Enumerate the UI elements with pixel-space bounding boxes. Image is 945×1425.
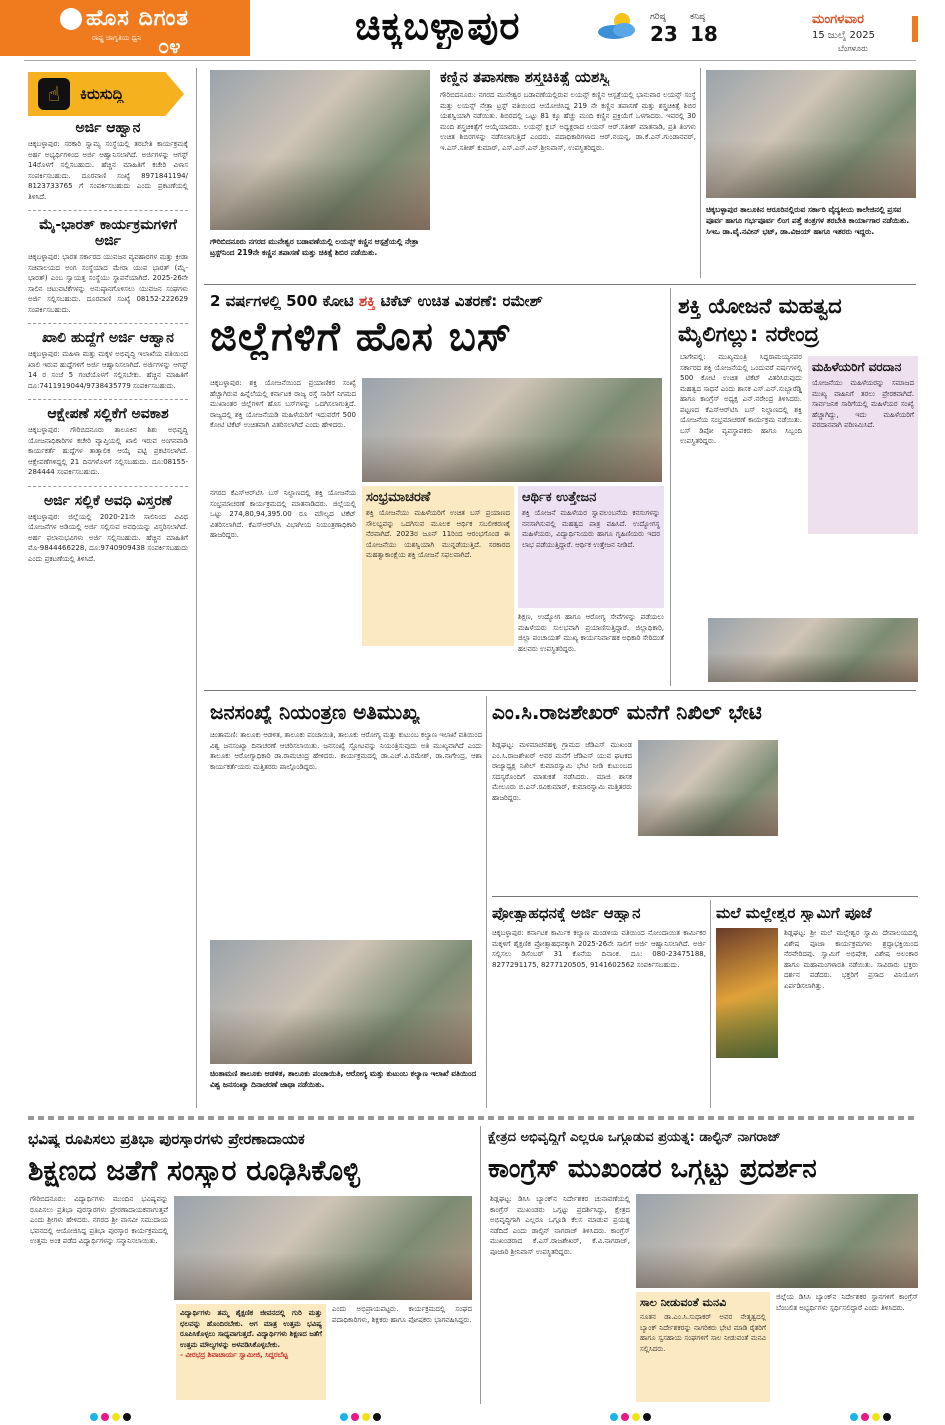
talent-body: ಗೌರಿಬಿದನೂರು: ವಿದ್ಯಾರ್ಥಿಗಳು ಮುಂದಿನ ಭವಿಷ್ಯವನ್ನು ರೂಪಿಸಲು ಪ್ರತಿಭಾ ಪುರಸ್ಕಾರಗಳು ಪ್ರೇರಣಾದಾಯಕವಾಗುತ್ತವೆ ಎಂದು ಶ್ರೀಗಳು ಹೇಳಿದರು. ನಗರದ ಶ್ರೀ ವಾಸವೀ ಸಮುದಾಯ ಭವನದಲ್ಲಿ ಆಯೋಜಿಸಿದ್ದ ಪ್ರತಿಭಾ ಪುರಸ್ಕಾರ ಕಾರ್ಯಕ್ರಮದಲ್ಲಿ ಉತ್ತಮ ಅಂಕ ಪಡೆದ ವಿದ್ಯಾರ್ಥಿಗಳನ್ನು ಸನ್ಮಾನಿಸಲಾಯಿತು. <box>30 1195 168 1245</box>
scholarship-body: ಚಿಕ್ಕಬಳ್ಳಾಪುರ: ಕರ್ನಾಟಕ ಕಾರ್ಮಿಕ ಕಲ್ಯಾಣ ಮಂಡಳಿಯ ವತಿಯಿಂದ ನೋಂದಾಯಿತ ಕಾರ್ಮಿಕರ ಮಕ್ಕಳಿಗೆ ಶೈಕ್ಷಣಿಕ ಪ್ರೋತ್ಸಾಹಧನಕ್ಕಾಗಿ 2025-26ನೇ ಸಾಲಿಗೆ ಅರ್ಜಿ ಆಹ್ವಾನಿಸಲಾಗಿದೆ. ಅರ್ಜಿ ಸಲ್ಲಿಸಲು ಡಿಸೆಂಬರ್ 31 ಕೊನೆಯ ದಿನಾಂಕ. ದೂ: 080-23475188, 8277291175, 8277120505, 9141602562 ಸಂಪರ್ಕಿಸಬಹುದು. <box>492 929 706 969</box>
brief-title: ಆಕ್ಷೇಪಣೆ ಸಲ್ಲಿಕೆಗೆ ಅವಕಾಶ <box>47 406 169 422</box>
lead-body-3: ಶಿಕ್ಷಣ, ಉದ್ಯೋಗ ಹಾಗೂ ಆರೋಗ್ಯ ಸೇವೆಗಳನ್ನು ಪಡೆಯಲು ಮಹಿಳೆಯರು ಸುಲಭವಾಗಿ ಪ್ರಯಾಣಿಸುತ್ತಿದ್ದಾರೆ. ಜಿಲ್ಲಾಧಿಕಾರಿ, ಜಿಲ್ಲಾ ಪಂಚಾಯತ್ ಮುಖ್ಯ ಕಾರ್ಯನಿರ್ವಾಹಕ ಅಧಿಕಾರಿ ಸೇರಿದಂತೆ ಹಲವರು ಉಪಸ್ಥಿತರಿದ್ದರು. <box>518 613 664 653</box>
women-boon-box <box>808 356 918 534</box>
brief-body: ಚಿಕ್ಕಬಳ್ಳಾಪುರ: ಸರಕಾರಿ ಸ್ವಾಮ್ಯ ಸಂಸ್ಥೆಯಲ್ಲಿ ತರಬೇತಿ ಕಾರ್ಯಕ್ರಮಕ್ಕೆ ಅರ್ಹ ಅಭ್ಯರ್ಥಿಗಳಿಂದ ಅರ್ಜಿ ಆಹ್ವಾನಿಸಲಾಗಿದೆ. ಅರ್ಜಿಗಳನ್ನು ಆಗಸ್ಟ್ 14ರೊಳಗೆ ಸಲ್ಲಿಸಬಹುದು. ಹೆಚ್ಚಿನ ಮಾಹಿತಿಗೆ ಕಚೇರಿ ವಿಳಾಸ ಸಂಪರ್ಕಿಸಬಹುದು. ದೂರವಾಣಿ ಸಂಖ್ಯೆ 8971841194/ 8123733765 ಗೆ ಸಂಪರ್ಕಿಸಬಹುದು ಎಂದು ಪ್ರಕಟಣೆಯಲ್ಲಿ ತಿಳಿಸಿದೆ. <box>28 140 188 201</box>
brief-3 <box>28 330 188 391</box>
brief-title: ಮೈ-ಭಾರತ್ ಕಾರ್ಯಕ್ರಮಗಳಿಗೆ ಅರ್ಜಿ <box>39 217 177 249</box>
logo-icon <box>60 8 82 30</box>
edition-city: ಬೆಂಗಳೂರು <box>838 44 868 53</box>
section-divider <box>28 1116 918 1120</box>
nikhil-visit-photo <box>638 740 778 836</box>
logo-tagline: ರಾಷ್ಟ್ರ ಜಾಗೃತಿಯ ಧ್ವನಿ <box>92 34 142 42</box>
lions-eye-camp-photo <box>210 70 430 230</box>
photo-caption: ಚಿಂತಾಮಣಿ ತಾಲೂಕು ಆಡಳಿತ, ತಾಲೂಕು ಪಂಚಾಯಿತಿ, ಆರೋಗ್ಯ ಮತ್ತು ಕುಟುಂಬ ಕಲ್ಯಾಣ ಇಲಾಖೆ ವತಿಯಿಂದ ವಿಶ್ವ ಜನಸಂಖ್ಯಾ ದಿನಾಚರಣೆ ಜಾಥಾ ನಡೆಯಿತು. <box>210 1069 477 1089</box>
quote-text: ವಿದ್ಯಾರ್ಥಿಗಳು ತಮ್ಮ ಶೈಕ್ಷಣಿಕ ಜೀವನದಲ್ಲಿ ಗುರಿ ಮತ್ತು ಛಲವನ್ನು ಹೊಂದಿರಬೇಕು. ಆಗ ಮಾತ್ರ ಉತ್ತಮ ಭವಿಷ್ಯ ರೂಪಿಸಿಕೊಳ್ಳಲು ಸಾಧ್ಯವಾಗುತ್ತದೆ. ವಿದ್ಯಾರ್ಥಿಗಳು ಶಿಕ್ಷಣದ ಜತೆಗೆ ಉತ್ತಮ ಮೌಲ್ಯಗಳನ್ನು ಅಳವಡಿಸಿಕೊಳ್ಳಬೇಕು. <box>180 1309 322 1349</box>
weather-icon <box>596 10 640 40</box>
scholarship-headline: ಪ್ರೋತ್ಸಾಹಧನಕ್ಕೆ ಅರ್ಜಿ ಆಹ್ವಾನ <box>492 904 641 922</box>
weekday: ಮಂಗಳವಾರ <box>812 12 865 27</box>
brief-title: ಅರ್ಜಿ ಆಹ್ವಾನ <box>75 120 141 136</box>
page-number: ೦೪ <box>158 34 181 58</box>
loan-request-box <box>636 1292 770 1402</box>
talent-headline: ಶಿಕ್ಷಣದ ಜತೆಗೆ ಸಂಸ್ಕಾರ ರೂಢಿಸಿಕೊಳ್ಳಿ <box>28 1154 361 1187</box>
brief-body: ಚಿಕ್ಕಬಳ್ಳಾಪುರ: ಜಿಲ್ಲೆಯಲ್ಲಿ 2020-21ನೇ ಸಾಲಿನಿಂದ ವಿವಿಧ ಯೋಜನೆಗಳ ಅಡಿಯಲ್ಲಿ ಅರ್ಜಿ ಸಲ್ಲಿಸುವ ಅವಧಿಯನ್ನು ವಿಸ್ತರಿಸಲಾಗಿದೆ. ಅರ್ಹ ಫಲಾನುಭವಿಗಳು ಅರ್ಜಿ ಸಲ್ಲಿಸಬಹುದು. ಹೆಚ್ಚಿನ ಮಾಹಿತಿಗೆ ಮೊ-9844466228, ದೂ:9740909438 ಸಂಪರ್ಕಿಸಬಹುದು ಎಂದು ಪ್ರಕಟಣೆಯಲ್ಲಿ ತಿಳಿಸಿದೆ. <box>28 512 188 563</box>
talent-kicker: ಭವಿಷ್ಯ ರೂಪಿಸಲು ಪ್ರತಿಭಾ ಪುರಸ್ಕಾರಗಳು ಪ್ರೇರಣಾದಾಯಕ <box>28 1130 305 1148</box>
lead-body-2: ನಗರದ ಕೆಎಸ್‌ಆರ್‌ಟಿಸಿ ಬಸ್ ನಿಲ್ದಾಣದಲ್ಲಿ ಶಕ್ತಿ ಯೋಜನೆಯ ಸಂಭ್ರಮಾಚರಣೆ ಕಾರ್ಯಕ್ರಮದಲ್ಲಿ ಮಾತನಾಡಿದರು. ಜಿಲ್ಲೆಯಲ್ಲಿ ಒಟ್ಟು 274,80,94,395.00 ರೂ ಮೌಲ್ಯದ ಟಿಕೆಟ್ ವಿತರಿಸಲಾಗಿದೆ. ಕೆಎಸ್‌ಆರ್‌ಟಿಸಿ ವಿಭಾಗೀಯ ನಿಯಂತ್ರಣಾಧಿಕಾರಿ ಹಾಜರಿದ್ದರು. <box>210 489 356 539</box>
bus-launch-photo <box>362 378 662 482</box>
lead-kicker <box>210 292 670 310</box>
eye-camp-body: ಗೌರಿಬಿದನೂರು: ನಗರದ ಮುನೇಶ್ವರ ಬಡಾವಣೆಯಲ್ಲಿರುವ ಲಯನ್ಸ್ ಕಣ್ಣಿನ ಆಸ್ಪತ್ರೆಯಲ್ಲಿ ಭಾನುವಾರ ಲಯನ್ಸ್ ಸಂಸ್ಥೆ ಮತ್ತು ಲಯನ್ಸ್ ನೇತ್ರಾ ಟ್ರಸ್ಟ್ ವತಿಯಿಂದ ಆಯೋಜಿಸಿದ್ದ 219 ನೇ ಕಣ್ಣಿನ ತಪಾಸಣೆ ಮತ್ತು ಶಸ್ತ್ರಚಿಕಿತ್ಸೆ ಶಿಬಿರ ಯಶಸ್ವಿಯಾಗಿ ನಡೆಯಿತು. ಶಿಬಿರದಲ್ಲಿ ಒಟ್ಟು 81 ಕ್ಕೂ ಹೆಚ್ಚು ಮಂದಿ ಕಣ್ಣಿನ ಪ್ರಕ್ರಿಯೆಗೆ ಒಳಗಾದರು. ಇವರಲ್ಲಿ 30 ಮಂದಿ ಶಸ್ತ್ರಚಿಕಿತ್ಸೆಗೆ ಆಯ್ಕೆಯಾದರು. ಲಯನ್ಸ್ ಕ್ಲಬ್ ಅಧ್ಯಕ್ಷರಾದ ಲಯನ್ ಆರ್.ಸತೀಶ್ ಮಾತನಾಡಿ, ಪ್ರತಿ ತಿಂಗಳು ಉಚಿತ ಶಿಬಿರಗಳನ್ನು ನಡೆಸಲಾಗುತ್ತಿದೆ ಎಂದರು. ಪದಾಧಿಕಾರಿಗಳಾದ ಆರ್.ನಯನ್ನ, ಡಾ.ಕೆ.ಎನ್.ಗುಂಡಾನವರ್, ಇ.ಎಸ್.ಸತೀಶ್ ಕುಮಾರ್, ಎಸ್.ಎನ್.ಎನ್.ಶ್ರೀನಿವಾಸ್, ಉಪಸ್ಥಿತರಿದ್ದರು. <box>440 91 696 152</box>
brief-body: ಚಿಕ್ಕಬಳ್ಳಾಪುರ: ಭಾರತ ಸರ್ಕಾರದ ಯುವಜನ ವ್ಯವಹಾರಗಳ ಮತ್ತು ಕ್ರೀಡಾ ಸಚಿವಾಲಯದ ಅಂಗ ಸಂಸ್ಥೆಯಾದ ಮೇರಾ ಯುವ ಭಾರತ್ (ಮೈ-ಭಾರತ್) ಎಂಬ ಸ್ವಾಯತ್ತ ಸಂಸ್ಥೆಯು ಸ್ಥಾಪನೆಯಾಗಿದೆ. 2025-26ನೇ ಸಾಲಿನ ಚಟುವಟಿಕೆಗಳನ್ನು ಅನುಷ್ಠಾನಗೊಳಿಸಲು ಯುವಜನ ಸಂಘಗಳು ಅರ್ಜಿ ಸಲ್ಲಿಸಬಹುದು. ದೂರವಾಣಿ ಸಂಖ್ಯೆ 08152-222629 ಸಂಪರ್ಕಿಸಬಹುದು. <box>28 253 188 314</box>
brief-4 <box>28 406 188 478</box>
date: 15 ಜುಲೈ 2025 <box>812 30 875 41</box>
population-rally-photo <box>210 940 472 1064</box>
nikhil-visit-body: ಶಿಡ್ಲಘಟ್ಟ: ಮಳಮಾಚನಹಳ್ಳಿ ಗ್ರಾಮದ ಜೆಡಿಎಸ್ ಮುಖಂಡ ಎಂ.ಸಿ.ರಾಜಶೇಖರ್ ಅವರ ಮನೆಗೆ ಜೆಡಿಎಸ್ ಯುವ ಘಟಕದ ರಾಜ್ಯಾಧ್ಯಕ್ಷ ನಿಖಿಲ್ ಕುಮಾರಸ್ವಾಮಿ ಭೇಟಿ ನೀಡಿ ಕುಟುಂಬದ ಸದಸ್ಯರೊಂದಿಗೆ ಮಾತುಕತೆ ನಡೆಸಿದರು. ಮಾಜಿ ಶಾಸಕ ಮೇಲೂರು ಬಿ.ಎನ್.ರವಿಕುಮಾರ್, ಕುಮಾರಸ್ವಾಮಿ ಮತ್ತಿತರರು ಹಾಜರಿದ್ದರು. <box>492 741 632 802</box>
shakti-headline: ಶಕ್ತಿ ಯೋಜನೆ ಮಹತ್ವದ ಮೈಲಿಗಲ್ಲು: ನರೇಂದ್ರ <box>678 294 842 346</box>
kicker-highlight: ಶಕ್ತಿ <box>358 292 376 310</box>
max-temp-value: 23 <box>650 22 678 46</box>
congress-body: ಶಿಡ್ಲಘಟ್ಟ: ಡಿಸಿಸಿ ಬ್ಯಾಂಕ್‌ನ ನಿರ್ದೇಶಕರ ಚುನಾವಣೆಯಲ್ಲಿ ಕಾಂಗ್ರೆಸ್ ಮುಖಂಡರು ಒಗ್ಗಟ್ಟು ಪ್ರದರ್ಶಿಸಿದ್ದು, ಕ್ಷೇತ್ರದ ಅಭಿವೃದ್ಧಿಗಾಗಿ ಎಲ್ಲರೂ ಒಗ್ಗೂಡಿ ಕೆಲಸ ಮಾಡುವ ಪ್ರಯತ್ನ ನಡೆದಿದೆ ಎಂದು ಡಾಲ್ಫಿನ್ ನಾಗರಾಜ್ ತಿಳಿಸಿದರು. ಕಾಂಗ್ರೆಸ್ ಮುಖಂಡರಾದ ಕೆ.ಎಸ್.ರಾಜಶೇಖರ್, ಕೆ.ವಿ.ನಾಗರಾಜ್, ಪೂಜಾರಿ ಶ್ರೀನಿವಾಸ್ ಉಪಸ್ಥಿತರಿದ್ದರು. <box>490 1195 630 1256</box>
box-body: ಶಕ್ತಿ ಯೋಜನೆ ಮಹಿಳೆಯರ ಸ್ವಾವಲಂಬನೆಯ ಕನಸುಗಳನ್ನು ನನಸಾಗಿಸುವಲ್ಲಿ ಮಹತ್ವದ ಪಾತ್ರ ವಹಿಸಿದೆ. ಉದ್ಯೋಗಸ್ಥ ಮಹಿಳೆಯರು, ವಿದ್ಯಾರ್ಥಿನಿಯರು ಹಾಗೂ ಗೃಹಿಣಿಯರು ಇದರ ಲಾಭ ಪಡೆಯುತ್ತಿದ್ದಾರೆ. ಆರ್ಥಿಕ ಉತ್ತೇಜನ ನೀಡಿದೆ. <box>522 509 660 549</box>
max-temp-label: ಗರಿಷ್ಠ <box>650 12 666 22</box>
divider <box>28 323 188 324</box>
medical-college-photo <box>706 70 916 198</box>
celebration-box <box>362 486 514 646</box>
kicker-pre: 2 ವರ್ಷಗಳಲ್ಲಿ 500 ಕೋಟಿ <box>210 292 359 310</box>
print-register-marks <box>90 1406 138 1416</box>
box-body: ಯೋಜನೆಯು ಮಹಿಳೆಯರನ್ನು ಸಮಾಜದ ಮುಖ್ಯ ವಾಹಿನಿಗೆ ತರಲು ಪ್ರೇರಕವಾಗಿದೆ. ಸಾರ್ವಜನಿಕ ಸಾರಿಗೆಯಲ್ಲಿ ಮಹಿಳೆಯರ ಸಂಖ್ಯೆ ಹೆಚ್ಚಾಗಿದ್ದು, ಇದು ಮಹಿಳೆಯರಿಗೆ ವರದಾನವಾಗಿ ಪರಿಣಮಿಸಿದೆ. <box>812 379 914 429</box>
brief-title: ಖಾಲಿ ಹುದ್ದೆಗೆ ಅರ್ಜಿ ಆಹ್ವಾನ <box>42 330 174 346</box>
temple-pooja-headline: ಮಲೆ ಮಲ್ಲೇಶ್ವರ ಸ್ವಾಮಿಗೆ ಪೂಜೆ <box>716 904 872 922</box>
shakti-body: ಬಾಗೇಪಲ್ಲಿ: ಮುಖ್ಯಮಂತ್ರಿ ಸಿದ್ದರಾಮಯ್ಯನವರ ಸರ್ಕಾರದ ಶಕ್ತಿ ಯೋಜನೆಯಲ್ಲಿ ಒಂದುವರೆ ವರ್ಷಗಳಲ್ಲಿ 500 ಕೋಟಿ ಉಚಿತ ಟಿಕೆಟ್ ವಿತರಿಸಿರುವುದು ಮಹತ್ವದ ಸಾಧನೆ ಎಂದು ಶಾಸಕ ಎಸ್.ಎನ್.ಸುಬ್ಬಾರೆಡ್ಡಿ ಹಾಗೂ ಕಾಂಗ್ರೆಸ್ ಅಧ್ಯಕ್ಷ ಎನ್.ನರೇಂದ್ರ ತಿಳಿಸಿದರು. ಪಟ್ಟಣದ ಕೆಎಸ್‌ಆರ್‌ಟಿಸಿ ಬಸ್ ನಿಲ್ದಾಣದಲ್ಲಿ ಶಕ್ತಿ ಯೋಜನೆಯ ಸಂಭ್ರಮಾಚರಣೆ ಕಾರ್ಯಕ್ರಮ ನಡೆಯಿತು. ಬಸ್ ಡಿಪೋ ವ್ಯವಸ್ಥಾಪಕರು ಹಾಗೂ ಸಿಬ್ಬಂದಿ ಉಪಸ್ಥಿತರಿದ್ದರು. <box>680 353 802 445</box>
population-headline: ಜನಸಂಖ್ಯೆ ನಿಯಂತ್ರಣ ಅತಿಮುಖ್ಯ <box>210 700 420 724</box>
print-register-marks <box>340 1406 388 1416</box>
print-register-marks <box>610 1406 658 1416</box>
temple-pooja-body: ಶಿಡ್ಲಘಟ್ಟ: ಶ್ರೀ ಮಲೆ ಮಲ್ಲೇಶ್ವರ ಸ್ವಾಮಿ ದೇವಾಲಯದಲ್ಲಿ ವಿಶೇಷ ಪೂಜಾ ಕಾರ್ಯಕ್ರಮಗಳು ಶ್ರದ್ಧಾಭಕ್ತಿಯಿಂದ ನೆರವೇರಿದವು. ಸ್ವಾಮಿಗೆ ಅಭಿಷೇಕ, ವಿಶೇಷ ಅಲಂಕಾರ ಹಾಗೂ ಮಹಾಮಂಗಳಾರತಿ ನಡೆಯಿತು. ಸಾವಿರಾರು ಭಕ್ತರು ದರ್ಶನ ಪಡೆದರು. ಭಕ್ತರಿಗೆ ಪ್ರಸಾದ ವಿನಿಯೋಗ ಏರ್ಪಡಿಸಲಾಗಿತ್ತು. <box>784 929 918 990</box>
temple-deity-photo <box>716 928 778 1058</box>
congress-headline: ಕಾಂಗ್ರೆಸ್ ಮುಖಂಡರ ಒಗ್ಗಟ್ಟು ಪ್ರದರ್ಶನ <box>488 1154 817 1184</box>
print-register-marks <box>850 1406 898 1416</box>
column-rule <box>486 696 487 1108</box>
column-rule <box>710 900 711 1108</box>
masthead-title: ಚಿಕ್ಕಬಳ್ಳಾಪುರ <box>355 4 521 48</box>
min-temp-value: 18 <box>690 22 718 46</box>
brief-2 <box>28 217 188 315</box>
divider <box>28 210 188 211</box>
box-title: ಸಂಭ್ರಮಾಚರಣೆ <box>366 490 431 505</box>
box-title: ಸಾಲ ನೀಡುವಂತೆ ಮನವಿ <box>640 1296 727 1309</box>
section-rule <box>492 896 918 897</box>
nikhil-visit-headline: ಎಂ.ಸಿ.ರಾಜಶೇಖರ್ ಮನೆಗೆ ನಿಖಿಲ್ ಭೇಟಿ <box>492 700 762 724</box>
lead-headline: ಜಿಲ್ಲೆಗಳಿಗೆ ಹೊಸ ಬಸ್ <box>210 314 513 360</box>
photo-caption: ಗೌರಿಬಿದನೂರು ನಗರದ ಮುನೇಶ್ವರ ಬಡಾವಣೆಯಲ್ಲಿ ಲಯನ್ಸ್ ಕಣ್ಣಿನ ಆಸ್ಪತ್ರೆಯಲ್ಲಿ ನೇತ್ರಾ ಟ್ರಸ್ಟ್‌ನಿಂದ 219ನೇ ಕಣ್ಣಿನ ತಪಾಸಣೆ ಮತ್ತು ಚಿಕಿತ್ಸೆ ಶಿಬಿರ ನಡೆಯಿತು. <box>210 237 419 257</box>
congress-kicker: ಕ್ಷೇತ್ರದ ಅಭಿವೃದ್ಧಿಗೆ ಎಲ್ಲರೂ ಒಗ್ಗೂಡುವ ಪ್ರಯತ್ನ: ಡಾಲ್ಫಿನ್ ನಾಗರಾಜ್ <box>488 1130 781 1145</box>
talent-award-photo <box>174 1196 472 1300</box>
photo-caption: ಚಿಕ್ಕಬಳ್ಳಾಪುರ ತಾಲೂಕಿನ ಆರೂರಿನಲ್ಲಿರುವ ಸರ್ಕಾರಿ ವೈದ್ಯಕೀಯ ಕಾಲೇಜಿನಲ್ಲಿ ಪ್ರಸವ ಪೂರ್ವ ಹಾಗೂ ಗರ್ಭಪೂರ್ವ ಲಿಂಗ ಪತ್ತೆ ತಂತ್ರಗಳ ತರಬೇತಿ ಕಾರ್ಯಾಗಾರ ನಡೆಯಿತು. ಸಿಇಒ ಡಾ.ವೈ.ನವೀನ್ ಭಟ್, ಡಾ.ವಿಜಯ್ ಹಾಗೂ ಇತರರು ಇದ್ದರು. <box>706 205 910 236</box>
economic-box <box>518 486 664 608</box>
column-rule <box>480 1126 481 1404</box>
brief-5 <box>28 493 188 565</box>
box-title: ಮಹಿಳೆಯರಿಗೆ ವರದಾನ <box>812 360 902 374</box>
min-temp <box>690 12 718 46</box>
quote-author: - ವೀರಭದ್ರ ಶಿವಾಚಾರ್ಯ ಸ್ವಾಮೀಜಿ, ಸಿದ್ದರಬೆಟ್ಟ <box>180 1351 288 1359</box>
min-temp-label: ಕನಿಷ್ಠ <box>690 12 706 22</box>
brief-body: ಚಿಕ್ಕಬಳ್ಳಾಪುರ: ಮಹಿಳಾ ಮತ್ತು ಮಕ್ಕಳ ಅಭಿವೃದ್ಧಿ ಇಲಾಖೆಯ ವತಿಯಿಂದ ಖಾಲಿ ಇರುವ ಹುದ್ದೆಗಳಿಗೆ ಅರ್ಜಿ ಆಹ್ವಾನಿಸಲಾಗಿದೆ. ಅರ್ಜಿಗಳನ್ನು ಆಗಸ್ಟ್ 14 ರ ಸಂಜೆ 5 ಗಂಟೆಯೊಳಗೆ ಸಲ್ಲಿಸಬೇಕು. ಹೆಚ್ಚಿನ ಮಾಹಿತಿಗೆ ದೂ:7411919044/9738435779 ಸಂಪರ್ಕಿಸಬಹುದು. <box>28 350 188 390</box>
kiru-suddi-label: ಕಿರುಸುದ್ದಿ <box>80 85 124 103</box>
congress-body-2: ಜಿಲ್ಲೆಯ ಡಿಸಿಸಿ ಬ್ಯಾಂಕ್‌ನ ನಿರ್ದೇಶಕರ ಸ್ಥಾನಗಳಿಗೆ ಕಾಂಗ್ರೆಸ್ ಬೆಂಬಲಿತ ಅಭ್ಯರ್ಥಿಗಳು ಸ್ಪರ್ಧಿಸಲಿದ್ದಾರೆ ಎಂದು ತಿಳಿಸಿದರು. <box>776 1293 918 1312</box>
brief-body: ಚಿಕ್ಕಬಳ್ಳಾಪುರ: ಗೌರಿಬಿದನೂರು ತಾಲೂಕಿನ ಶಿಶು ಅಭಿವೃದ್ಧಿ ಯೋಜನಾಧಿಕಾರಿಗಳ ಕಚೇರಿ ವ್ಯಾಪ್ತಿಯಲ್ಲಿ ಖಾಲಿ ಇರುವ ಅಂಗನವಾಡಿ ಕಾರ್ಯಕರ್ತೆ ಹುದ್ದೆಗಳ ತಾತ್ಕಾಲಿಕ ಆಯ್ಕೆ ಪಟ್ಟಿ ಪ್ರಕಟಿಸಲಾಗಿದೆ. ಆಕ್ಷೇಪಣೆಗಳಿದ್ದಲ್ಲಿ 21 ದಿನಗಳೊಳಗೆ ಸಲ್ಲಿಸಬಹುದು. ದೂ:08155-284444 ಸಂಪರ್ಕಿಸಬಹುದು. <box>28 426 188 476</box>
column-rule <box>196 68 197 1108</box>
congress-leaders-photo <box>636 1194 918 1288</box>
brief-1 <box>28 120 188 202</box>
divider <box>28 399 188 400</box>
divider <box>28 486 188 487</box>
quote-box <box>176 1304 326 1400</box>
header-accent-bar <box>912 16 918 42</box>
section-rule <box>204 690 916 691</box>
brief-title: ಅರ್ಜಿ ಸಲ್ಲಿಕೆ ಅವಧಿ ವಿಸ್ತರಣೆ <box>44 492 172 509</box>
lead-body-1: ಚಿಕ್ಕಬಳ್ಳಾಪುರ: ಶಕ್ತಿ ಯೋಜನೆಯಿಂದ ಪ್ರಯಾಣಿಕರ ಸಂಖ್ಯೆ ಹೆಚ್ಚಾಗಿರುವ ಹಿನ್ನೆಲೆಯಲ್ಲಿ ಕರ್ನಾಟಕ ರಾಜ್ಯ ರಸ್ತೆ ಸಾರಿಗೆ ನಿಗಮದ ಮುಖಾಂತರ ಜಿಲ್ಲೆಗಳಿಗೆ ಹೊಸ ಬಸ್‌ಗಳನ್ನು ಒದಗಿಸಲಾಗುತ್ತಿದೆ. ರಾಜ್ಯದಲ್ಲಿ ಶಕ್ತಿ ಯೋಜನೆಯಡಿ ಮಹಿಳೆಯರಿಗೆ ಇದುವರೆಗೆ 500 ಕೋಟಿ ಟಿಕೆಟ್ ಉಚಿತವಾಗಿ ವಿತರಿಸಲಾಗಿದೆ ಎಂದು ಹೇಳಿದರು. <box>210 379 356 429</box>
hand-icon: ☝ <box>38 78 70 110</box>
box-title: ಆರ್ಥಿಕ ಉತ್ತೇಜನ <box>522 490 597 505</box>
max-temp <box>650 12 678 46</box>
kicker-post: ಟಿಕೆಟ್ ಉಚಿತ ವಿತರಣೆ: ರಮೇಶ್ <box>375 292 543 310</box>
header-rule <box>24 60 916 61</box>
eye-camp-headline: ಕಣ್ಣಿನ ತಪಾಸಣಾ ಶಸ್ತ್ರಚಿಕಿತ್ಸೆ ಯಶಸ್ವಿ <box>440 68 610 86</box>
talent-body-2: ಎಂದು ಅಭಿಪ್ರಾಯಪಟ್ಟರು. ಕಾರ್ಯಕ್ರಮದಲ್ಲಿ ಸಂಘದ ಪದಾಧಿಕಾರಿಗಳು, ಶಿಕ್ಷಕರು ಹಾಗೂ ಪೋಷಕರು ಭಾಗವಹಿಸಿದ್ದರು. <box>332 1305 472 1324</box>
logo-text: ಹೊಸ ದಿಗಂತ <box>86 6 190 31</box>
column-rule <box>670 288 671 686</box>
population-body: ಚಿಂತಾಮಣಿ: ತಾಲೂಕು ಆಡಳಿತ, ತಾಲೂಕು ಪಂಚಾಯಿತಿ, ತಾಲೂಕು ಆರೋಗ್ಯ ಮತ್ತು ಕುಟುಂಬ ಕಲ್ಯಾಣ ಇಲಾಖೆ ವತಿಯಿಂದ ವಿಶ್ವ ಜನಸಂಖ್ಯಾ ದಿನಾಚರಣೆ ಆಚರಿಸಲಾಯಿತು. ಜನಸಂಖ್ಯೆ ಸ್ಫೋಟವನ್ನು ನಿಯಂತ್ರಿಸುವುದು ಅತಿ ಮುಖ್ಯವಾಗಿದೆ ಎಂದು ತಾಲೂಕು ಆರೋಗ್ಯಾಧಿಕಾರಿ ಡಾ.ರಾಮಚಂದ್ರ ಹೇಳಿದರು. ಕಾರ್ಯಕ್ರಮದಲ್ಲಿ ಡಾ.ಎಚ್.ವಿ.ರಮೇಶ್, ಡಾ.ನಾಗೇಂದ್ರ, ಆಶಾ ಕಾರ್ಯಕರ್ತೆಯರು ಮತ್ತಿತರರು ಪಾಲ್ಗೊಂಡಿದ್ದರು. <box>210 731 482 771</box>
section-rule <box>204 284 916 285</box>
bagepalli-event-photo <box>708 618 918 682</box>
column-rule <box>700 68 701 278</box>
box-body: ನೂತನ ಡಾ.ಎಂ.ಸಿ.ಸುಧಾಕರ್ ಅವರ ನೇತೃತ್ವದಲ್ಲಿ ಬ್ಯಾಂಕ್ ನಿರ್ದೇಶಕರನ್ನು ನಾಗರಿಕರು ಭೇಟಿ ಮಾಡಿ ರೈತರಿಗೆ ಹಾಗೂ ಸ್ವಸಹಾಯ ಸಂಘಗಳಿಗೆ ಸಾಲ ನೀಡುವಂತೆ ಮನವಿ ಸಲ್ಲಿಸಿದರು. <box>640 1313 766 1353</box>
box-body: ಶಕ್ತಿ ಯೋಜನೆಯು ಮಹಿಳೆಯರಿಗೆ ಉಚಿತ ಬಸ್ ಪ್ರಯಾಣದ ಸೌಲಭ್ಯವನ್ನು ಒದಗಿಸುವ ಮೂಲಕ ಆರ್ಥಿಕ ಸಬಲೀಕರಣಕ್ಕೆ ನೆರವಾಗಿದೆ. 2023ರ ಜೂನ್ 11ರಿಂದ ಆರಂಭಗೊಂಡ ಈ ಯೋಜನೆಯು ಯಶಸ್ವಿಯಾಗಿ ಮುನ್ನಡೆಯುತ್ತಿದೆ. ಸರಕಾರದ ಮಹತ್ವಾಕಾಂಕ್ಷೆಯ ಶಕ್ತಿ ಯೋಜನೆ ಸಫಲವಾಗಿದೆ. <box>366 509 510 559</box>
